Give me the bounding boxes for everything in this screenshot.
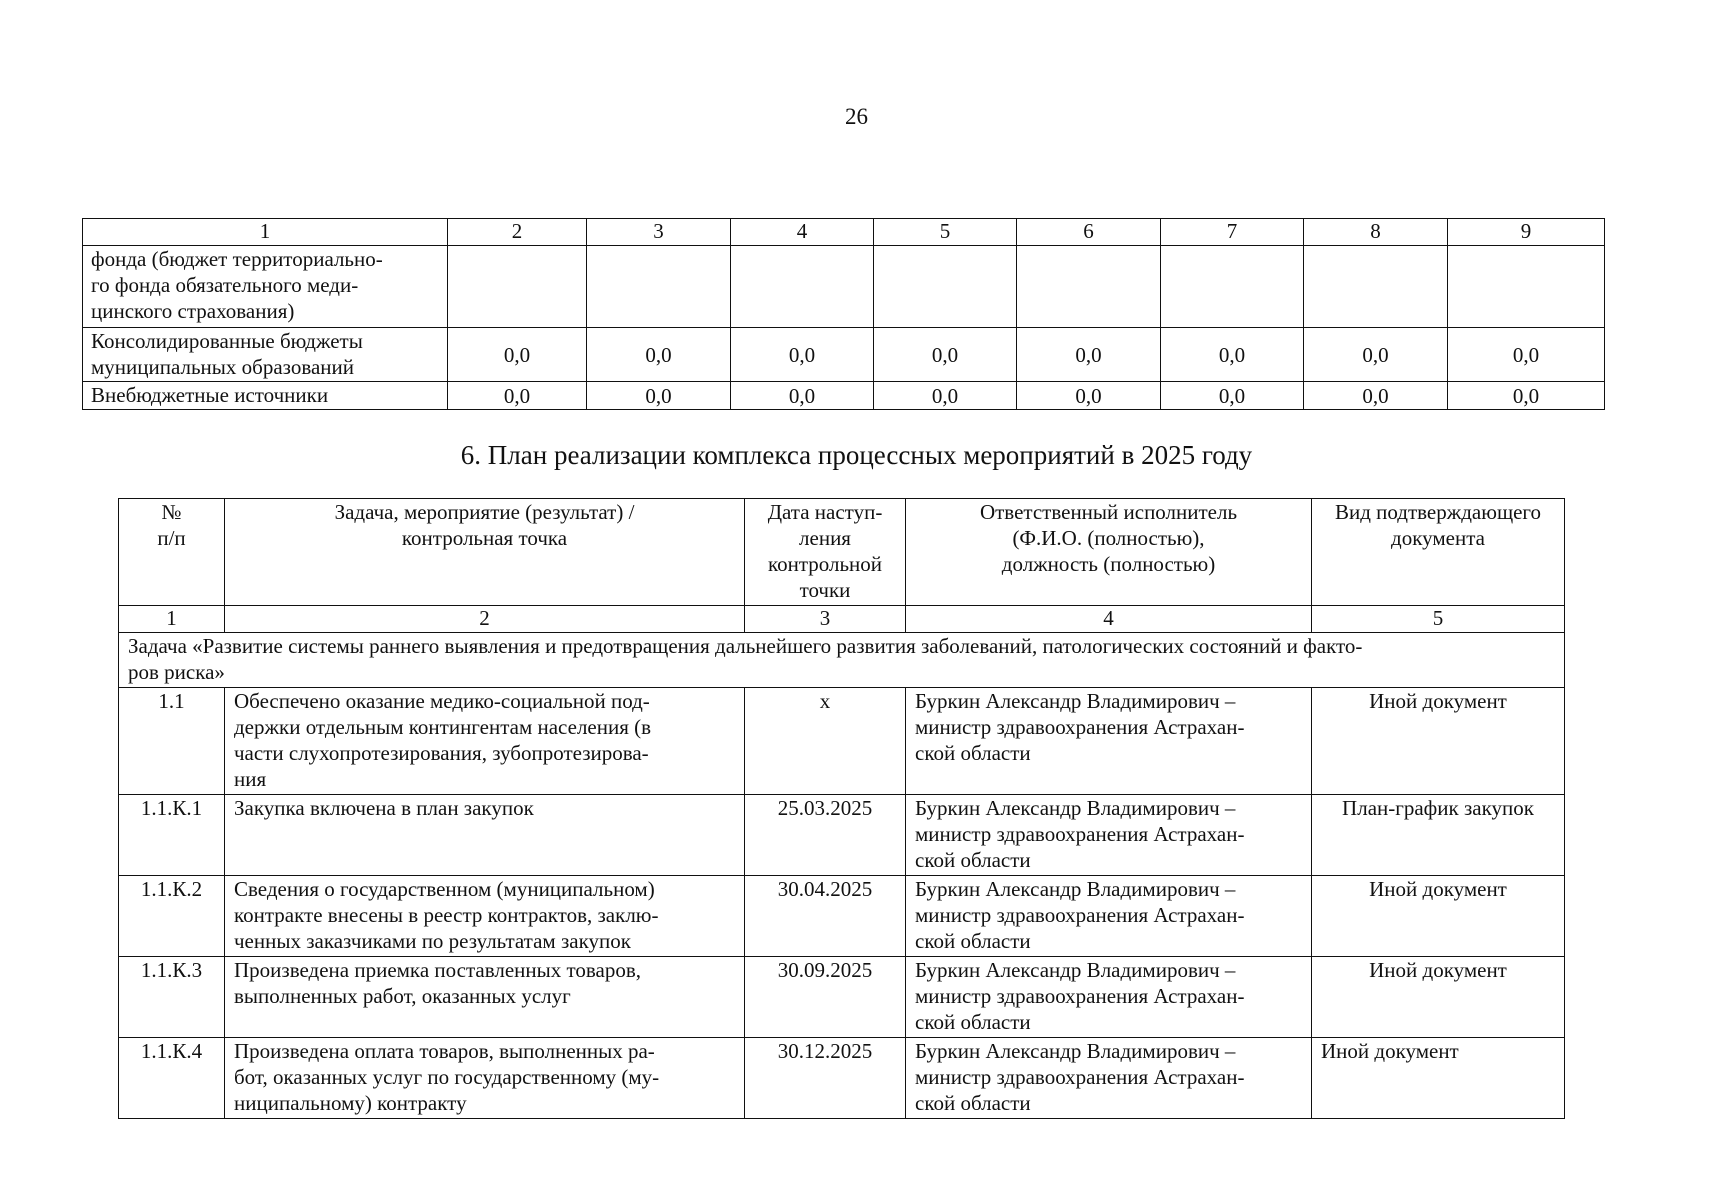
- budget-cell: 0,0: [1304, 328, 1448, 382]
- budget-cell: 0,0: [1448, 328, 1605, 382]
- plan-header-row: [119, 499, 1565, 606]
- budget-col-header: 9: [1448, 219, 1605, 246]
- plan-row-responsible: Буркин Александр Владимирович – министр здравоохранения Астрахан- ской области: [906, 688, 1312, 795]
- plan-col-header-responsible: Ответственный исполнитель (Ф.И.О. (полностью), должность (полностью): [906, 499, 1312, 606]
- budget-row-label: Внебюджетные источники: [83, 382, 448, 410]
- plan-column-number: 5: [1312, 606, 1565, 633]
- plan-column-number: 1: [119, 606, 225, 633]
- plan-row-title: Обеспечено оказание медико-социальной под- держки отдельным контингентам населения (в части слухопротезирования, зубопротезирова- ния: [225, 688, 745, 795]
- budget-cell: 0,0: [1017, 382, 1161, 410]
- plan-row-title: Произведена оплата товаров, выполненных ра- бот, оказанных услуг по государственному (му- ниципальному) контракту: [225, 1038, 745, 1119]
- budget-cell: [587, 246, 731, 328]
- plan-column-number: 4: [906, 606, 1312, 633]
- plan-row-title: Закупка включена в план закупок: [225, 795, 745, 876]
- budget-col-header: 5: [874, 219, 1017, 246]
- plan-row-document: Иной документ: [1312, 957, 1565, 1038]
- plan-row-title: Сведения о государственном (муниципальном) контракте внесены в реестр контрактов, заклю- ченных заказчиками по результатам закупок: [225, 876, 745, 957]
- budget-cell: [1304, 246, 1448, 328]
- plan-task-row: [119, 633, 1565, 688]
- budget-col-header: 7: [1161, 219, 1304, 246]
- budget-cell: [731, 246, 874, 328]
- plan-row-number: 1.1.К.3: [119, 957, 225, 1038]
- budget-cell: [874, 246, 1017, 328]
- budget-col-header: 6: [1017, 219, 1161, 246]
- budget-row-label: фонда (бюджет территориально- го фонда обязательного меди- цинского страхования): [83, 246, 448, 328]
- budget-row-label: Консолидированные бюджеты муниципальных образований: [83, 328, 448, 382]
- plan-row-number: 1.1.К.1: [119, 795, 225, 876]
- plan-row: [119, 795, 1565, 876]
- plan-row-date: 30.04.2025: [745, 876, 906, 957]
- plan-row: [119, 1038, 1565, 1119]
- budget-cell: 0,0: [1161, 382, 1304, 410]
- plan-column-numbers-row: [119, 606, 1565, 633]
- budget-cell: [448, 246, 587, 328]
- budget-col-header: 8: [1304, 219, 1448, 246]
- budget-cell: 0,0: [1304, 382, 1448, 410]
- budget-row-extrabudget: [83, 382, 1605, 410]
- plan-row: [119, 876, 1565, 957]
- budget-cell: 0,0: [1448, 382, 1605, 410]
- plan-col-header-date: Дата наступ- ления контрольной точки: [745, 499, 906, 606]
- budget-cell: 0,0: [731, 328, 874, 382]
- budget-cell: 0,0: [731, 382, 874, 410]
- plan-row-responsible: Буркин Александр Владимирович – министр здравоохранения Астрахан- ской области: [906, 876, 1312, 957]
- plan-row-document: Иной документ: [1312, 876, 1565, 957]
- plan-row-number: 1.1.К.2: [119, 876, 225, 957]
- plan-row-date: 30.09.2025: [745, 957, 906, 1038]
- budget-cell: [1448, 246, 1605, 328]
- plan-col-header-number: № п/п: [119, 499, 225, 606]
- plan-row-responsible: Буркин Александр Владимирович – министр здравоохранения Астрахан- ской области: [906, 795, 1312, 876]
- plan-row-date: 30.12.2025: [745, 1038, 906, 1119]
- page-number: 26: [845, 104, 868, 129]
- plan-row-document: План-график закупок: [1312, 795, 1565, 876]
- budget-cell: [1161, 246, 1304, 328]
- plan-row-document: Иной документ: [1312, 688, 1565, 795]
- budget-cell: 0,0: [587, 328, 731, 382]
- budget-cell: 0,0: [587, 382, 731, 410]
- section-title: 6. План реализации комплекса процессных мероприятий в 2025 году: [460, 440, 1253, 470]
- plan-row-number: 1.1: [119, 688, 225, 795]
- plan-row-title: Произведена приемка поставленных товаров, выполненных работ, оказанных услуг: [225, 957, 745, 1038]
- plan-row-document: Иной документ: [1312, 1038, 1565, 1119]
- plan-row-date: х: [745, 688, 906, 795]
- budget-cell: 0,0: [1017, 328, 1161, 382]
- budget-cell: 0,0: [448, 382, 587, 410]
- budget-col-header: 4: [731, 219, 874, 246]
- budget-table: [82, 218, 1605, 410]
- plan-row-number: 1.1.К.4: [119, 1038, 225, 1119]
- budget-cell: [1017, 246, 1161, 328]
- plan-task-title: Задача «Развитие системы раннего выявления и предотвращения дальнейшего развития заболеваний, патологических состояний и факто- ров риска»: [119, 633, 1565, 688]
- plan-column-number: 3: [745, 606, 906, 633]
- plan-row: [119, 688, 1565, 795]
- plan-col-header-task: Задача, мероприятие (результат) / контрольная точка: [225, 499, 745, 606]
- budget-row-municipal: [83, 328, 1605, 382]
- budget-cell: 0,0: [874, 382, 1017, 410]
- plan-table: [118, 498, 1565, 1119]
- budget-cell: 0,0: [1161, 328, 1304, 382]
- budget-header-row: [83, 219, 1605, 246]
- budget-cell: 0,0: [448, 328, 587, 382]
- budget-col-header: 2: [448, 219, 587, 246]
- budget-row-tfoms: [83, 246, 1605, 328]
- budget-col-header: 3: [587, 219, 731, 246]
- plan-row-responsible: Буркин Александр Владимирович – министр здравоохранения Астрахан- ской области: [906, 1038, 1312, 1119]
- budget-cell: 0,0: [874, 328, 1017, 382]
- budget-col-header: 1: [83, 219, 448, 246]
- plan-row-responsible: Буркин Александр Владимирович – министр здравоохранения Астрахан- ской области: [906, 957, 1312, 1038]
- plan-row: [119, 957, 1565, 1038]
- plan-column-number: 2: [225, 606, 745, 633]
- plan-row-date: 25.03.2025: [745, 795, 906, 876]
- plan-col-header-document: Вид подтверждающего документа: [1312, 499, 1565, 606]
